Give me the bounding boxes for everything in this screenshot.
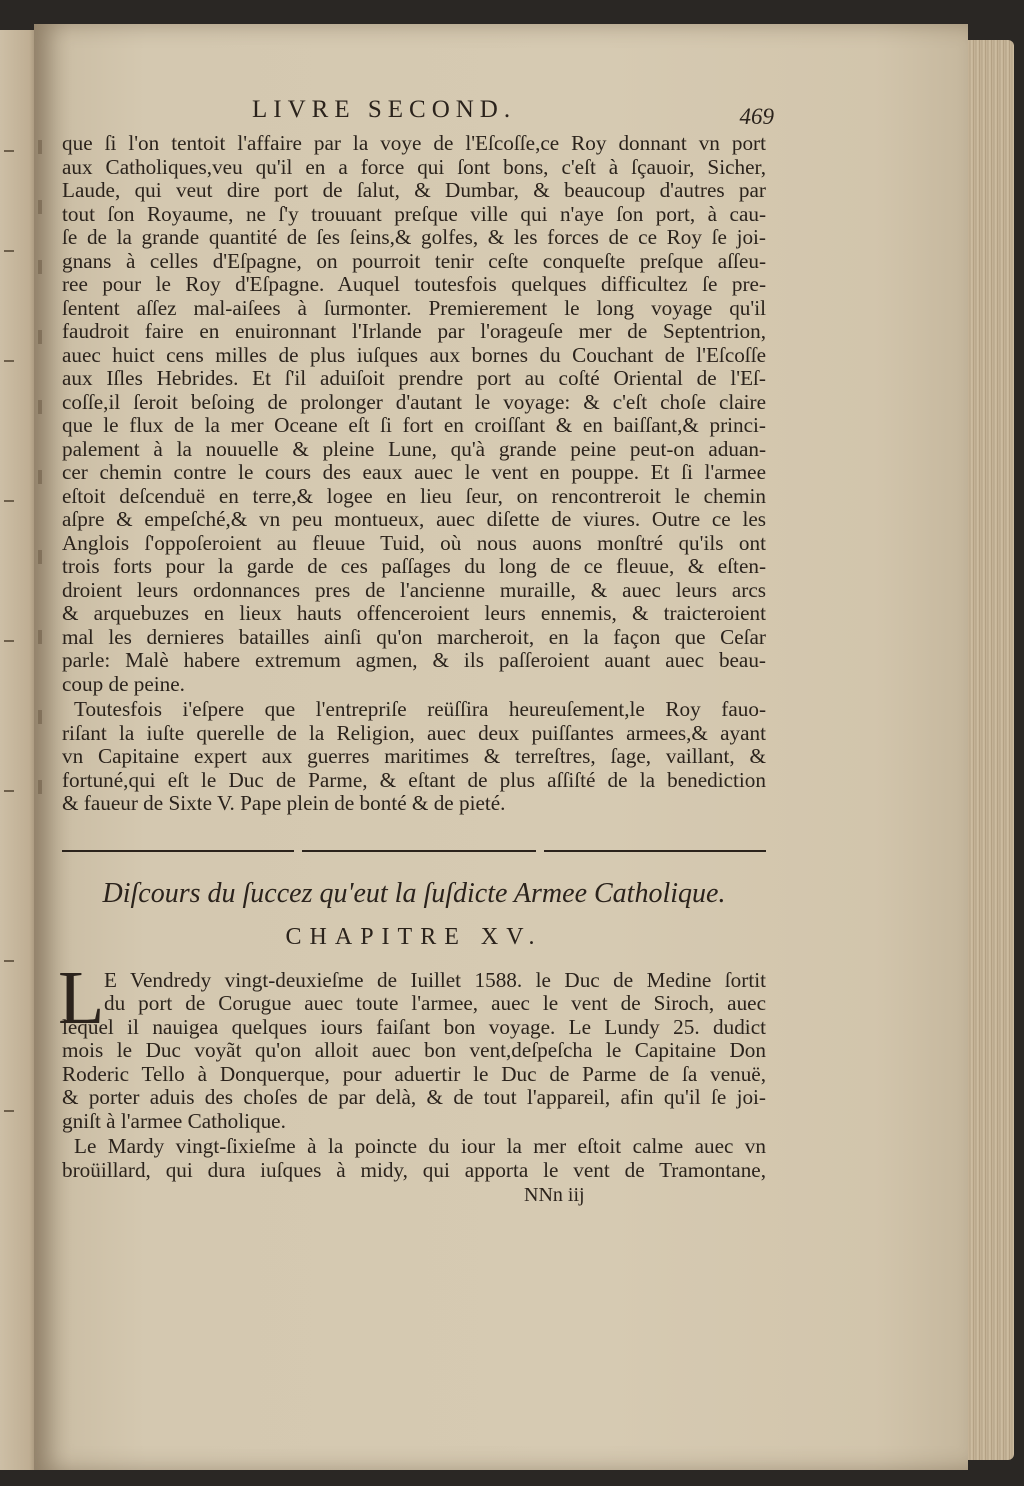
text-line: coſſe,il ſeroit beſoing de prolonger d'autant le voyage: & c'eſt choſe claire bbox=[62, 390, 766, 414]
text-line: parle: Malè habere extremum agmen, & ils paſſeroient auant auec beau- bbox=[62, 649, 766, 672]
section-heading: Diſcours du ſuccez qu'eut la ſuſdicte Armee Catholique. bbox=[102, 877, 726, 909]
text-line: gnans à celles d'Eſpagne, on pourroit tenir ceſte conqueſte preſque aſſeu- bbox=[62, 249, 766, 273]
text-line: ſentent aſſez mal-aiſees à ſurmonter. Premierement le long voyage qu'il bbox=[62, 296, 766, 320]
text-line: faudroit faire en enuironnant l'Irlande par l'orageuſe mer de Septentrion, bbox=[62, 320, 766, 343]
text-line: broüillard, qui dura iuſques à midy, qui apporta le vent de Tramontane, bbox=[62, 1158, 766, 1182]
text-line: du port de Corugue auec toute l'armee, auec le vent de Siroch, auec bbox=[104, 992, 766, 1015]
divider-rule bbox=[302, 850, 536, 852]
text-line: Anglois ſ'oppoſeroient au fleuue Tuid, où nous auons monſtré qu'ils ont bbox=[62, 531, 766, 555]
chapter-title: CHAPITRE XV. bbox=[285, 923, 543, 950]
divider-rule bbox=[544, 850, 766, 852]
page-text bbox=[58, 96, 774, 1210]
text-line: riſant la iuſte querelle de la Religion, auec deux puiſſantes armees,& ayant bbox=[62, 721, 766, 745]
section-divider bbox=[62, 832, 766, 872]
divider-rule bbox=[62, 850, 294, 852]
drop-capital: L bbox=[58, 955, 105, 1040]
signature-catchword bbox=[62, 1182, 766, 1210]
text-line: & arquebuzes en lieux hauts offenceroient leurs ennemis, & traicteroient bbox=[62, 602, 766, 625]
text-line: que ſi l'on tentoit l'affaire par la voye de l'Eſcoſſe,ce Roy donnant vn port bbox=[62, 132, 766, 155]
text-line: & porter aduis des choſes de par delà, & de tout l'appareil, afin qu'il ſe joi- bbox=[62, 1086, 766, 1109]
text-line: auec huict cens milles de plus iuſques aux bornes du Couchant de l'Eſcoſſe bbox=[62, 343, 766, 367]
folio-number: 469 bbox=[739, 104, 774, 129]
paragraph-2 bbox=[62, 698, 766, 816]
running-head bbox=[62, 96, 774, 132]
page-block-edges bbox=[962, 40, 1014, 1460]
text-line: & faueur de Sixte V. Pape plein de bonté & de pieté. bbox=[62, 792, 506, 815]
text-line: palement à la nouuelle & pleine Lune, qu'à grande peine peut-on aduan- bbox=[62, 437, 766, 461]
text-line: mal les dernieres batailles ainſi qu'on marcheroit, en la façon que Ceſar bbox=[62, 625, 766, 649]
text-line: mois le Duc voyãt qu'on alloit auec bon vent,deſpeſcha le Capitaine Don bbox=[62, 1039, 766, 1062]
text-line: ree pour le Roy d'Eſpagne. Auquel toutesfois quelques difficultez ſe pre- bbox=[62, 273, 766, 296]
text-line: ſe de la grande quantité de ſes ſeins,& golfes, & les forces de ce Roy ſe joi- bbox=[62, 226, 766, 249]
paragraph-1 bbox=[62, 132, 766, 696]
signature-mark: NNn iij bbox=[524, 1184, 585, 1206]
chapter-paragraph-1 bbox=[58, 955, 766, 1134]
text-line: eſtoit deſcenduë en terre,& logee en lieu ſeur, on rencontreroit le chemin bbox=[62, 484, 766, 508]
text-line: cer chemin contre le cours des eaux auec le vent en pouppe. Et ſi l'armee bbox=[62, 461, 766, 484]
gutter-bleed-marks bbox=[38, 140, 50, 840]
text-line: Toutesfois i'eſpere que l'entrepriſe reüſſira heureuſement,le Roy fauo- bbox=[74, 698, 766, 721]
text-line: aſpre & empeſché,& vn peu montueux, auec diſette de viures. Outre ce les bbox=[62, 508, 766, 531]
text-line: que le flux de la mer Oceane eſt ſi fort en croiſſant & en baiſſant,& princi- bbox=[62, 414, 766, 437]
text-line: E Vendredy vingt-deuxieſme de Iuillet 1588. le Duc de Medine ſortit bbox=[104, 968, 766, 992]
text-line: trois forts pour la garde de ces paſſages du long de ce fleuue, & eſten- bbox=[62, 555, 766, 578]
text-line: droient leurs ordonnances pres de l'ancienne muraille, & auec leurs arcs bbox=[62, 578, 766, 602]
text-line: fortuné,qui eſt le Duc de Parme, & eſtant de plus aſſiſté de la benediction bbox=[62, 768, 766, 792]
text-line: Le Mardy vingt-ſixieſme à la poincte du iour la mer eſtoit calme auec vn bbox=[74, 1135, 766, 1158]
text-line: aux Catholiques,veu qu'il en a force qui ſont bons, c'eſt à ſçauoir, Sicher, bbox=[62, 155, 766, 179]
chapter-paragraph-2 bbox=[62, 1135, 766, 1182]
text-line: gniſt à l'armee Catholique. bbox=[62, 1109, 286, 1133]
text-line: tout ſon Royaume, ne ſ'y trouuant preſque ville qui n'aye ſon port, à cau- bbox=[62, 202, 766, 226]
text-line: Laude, qui veut dire port de ſalut, & Dumbar, & beaucoup d'autres par bbox=[62, 179, 766, 202]
text-line: coup de peine. bbox=[62, 672, 185, 696]
text-line: lequel il nauigea quelques iours faiſant bon voyage. Le Lundy 25. dudict bbox=[62, 1015, 766, 1039]
text-line: aux Iſles Hebrides. Et ſ'il aduiſoit prendre port au coſté Oriental de l'Eſ- bbox=[62, 367, 766, 390]
running-title: LIVRE SECOND. bbox=[252, 96, 517, 123]
text-line: vn Capitaine expert aux guerres maritimes & terreſtres, ſage, vaillant, & bbox=[62, 745, 766, 768]
text-line: Roderic Tello à Donquerque, pour aduertir le Duc de Parme de ſa venuë, bbox=[62, 1062, 766, 1086]
